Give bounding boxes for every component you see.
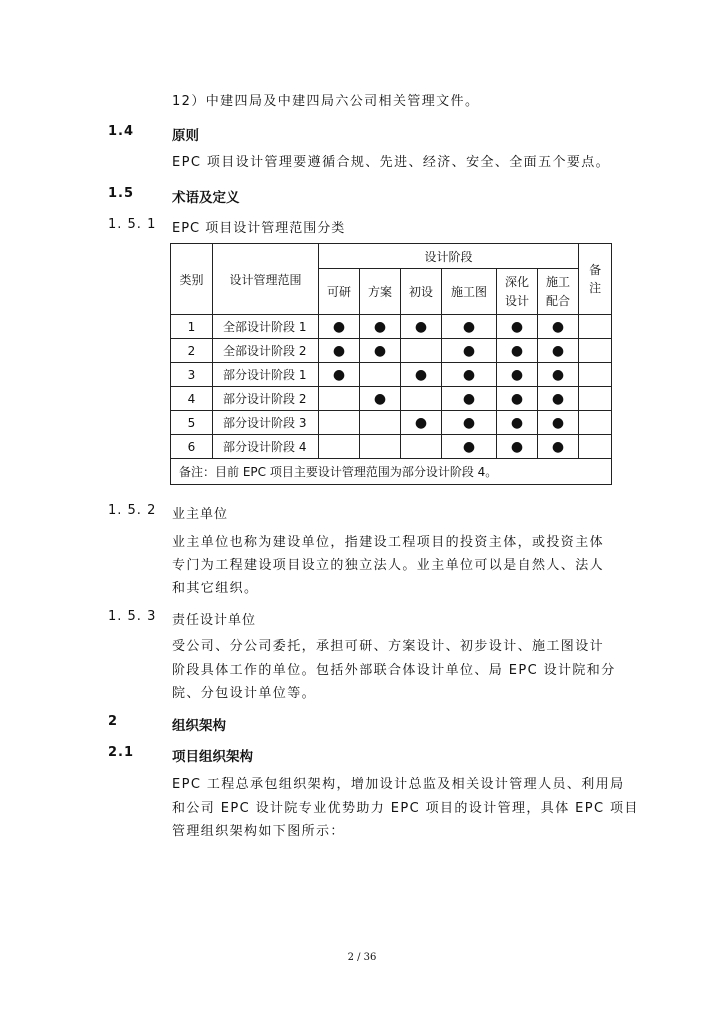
row-id: 2 (171, 339, 213, 363)
row-id: 3 (171, 363, 213, 387)
mark-cell: ● (401, 315, 442, 339)
stage-construction-drawing: 施工图 (442, 269, 497, 315)
section-2-1-title: 项目组织架构 (172, 749, 253, 765)
section-2-title: 组织架构 (172, 718, 226, 734)
note-cell (579, 363, 612, 387)
mark-cell (401, 387, 442, 411)
section-2-1-para-line-3: 管理组织架构如下图所示： (172, 824, 345, 839)
table-footnote: 备注：目前 EPC 项目主要设计管理范围为部分设计阶段 4。 (171, 459, 612, 485)
stage-preliminary: 初设 (401, 269, 442, 315)
table-row (171, 315, 612, 339)
mark-cell (319, 387, 360, 411)
note-cell (579, 435, 612, 459)
section-1-5-1-title: EPC 项目设计管理范围分类 (172, 221, 346, 236)
mark-cell: ● (538, 435, 579, 459)
mark-cell (360, 435, 401, 459)
section-1-5-3-para-line-3: 院、分包设计单位等。 (172, 686, 317, 701)
header-design-stage: 设计阶段 (319, 244, 579, 269)
section-2-1-para-line-1: EPC 工程总承包组织架构，增加设计总监及相关设计管理人员、利用局 (172, 777, 625, 792)
section-1-5-2-para-line-2: 专门为工程建设项目设立的独立法人。业主单位可以是自然人、法人 (172, 558, 605, 573)
note-cell (579, 315, 612, 339)
note-cell (579, 387, 612, 411)
section-1-5-2-number: 1. 5. 2 (108, 503, 157, 518)
mark-cell: ● (442, 435, 497, 459)
table-row (171, 363, 612, 387)
mark-cell: ● (360, 387, 401, 411)
section-1-5-title: 术语及定义 (172, 190, 240, 206)
stage-feasibility: 可研 (319, 269, 360, 315)
row-id: 5 (171, 411, 213, 435)
mark-cell: ● (360, 315, 401, 339)
mark-cell (319, 411, 360, 435)
mark-cell (401, 339, 442, 363)
mark-cell: ● (319, 339, 360, 363)
section-2-1-number: 2.1 (108, 745, 135, 760)
stage-construction-support: 施工配合 (538, 269, 579, 315)
mark-cell: ● (497, 411, 538, 435)
mark-cell: ● (497, 339, 538, 363)
mark-cell (319, 435, 360, 459)
row-scope: 全部设计阶段 2 (213, 339, 319, 363)
section-1-5-3-title: 责任设计单位 (172, 613, 257, 628)
section-1-4-text: EPC 项目设计管理要遵循合规、先进、经济、安全、全面五个要点。 (172, 155, 611, 170)
mark-cell: ● (538, 363, 579, 387)
reference-item-12: 12）中建四局及中建四局六公司相关管理文件。 (172, 94, 480, 109)
table-row (171, 339, 612, 363)
mark-cell: ● (497, 315, 538, 339)
header-category: 类别 (171, 244, 213, 315)
section-1-5-number: 1.5 (108, 186, 135, 201)
mark-cell: ● (319, 315, 360, 339)
design-scope-table (170, 243, 612, 485)
mark-cell: ● (538, 339, 579, 363)
section-1-5-3-para-line-1: 受公司、分公司委托，承担可研、方案设计、初步设计、施工图设计 (172, 639, 605, 654)
row-id: 1 (171, 315, 213, 339)
mark-cell (360, 411, 401, 435)
mark-cell: ● (538, 315, 579, 339)
mark-cell: ● (360, 339, 401, 363)
row-scope: 部分设计阶段 3 (213, 411, 319, 435)
section-1-5-1-number: 1. 5. 1 (108, 217, 157, 232)
mark-cell: ● (497, 363, 538, 387)
mark-cell: ● (401, 411, 442, 435)
table-row (171, 387, 612, 411)
row-scope: 部分设计阶段 2 (213, 387, 319, 411)
section-1-5-2-para-line-1: 业主单位也称为建设单位，指建设工程项目的投资主体，或投资主体 (172, 535, 605, 550)
section-1-4-number: 1.4 (108, 124, 135, 139)
mark-cell: ● (442, 339, 497, 363)
mark-cell: ● (442, 411, 497, 435)
section-1-5-2-title: 业主单位 (172, 507, 229, 522)
row-id: 4 (171, 387, 213, 411)
section-1-5-3-para-line-2: 阶段具体工作的单位。包括外部联合体设计单位、局 EPC 设计院和分 (172, 663, 616, 678)
header-note: 备注 (579, 244, 612, 315)
row-scope: 全部设计阶段 1 (213, 315, 319, 339)
mark-cell (401, 435, 442, 459)
section-1-5-3-number: 1. 5. 3 (108, 609, 157, 624)
section-1-5-2-para-line-3: 和其它组织。 (172, 581, 259, 596)
mark-cell: ● (442, 315, 497, 339)
mark-cell: ● (497, 435, 538, 459)
mark-cell: ● (442, 363, 497, 387)
mark-cell: ● (401, 363, 442, 387)
mark-cell: ● (442, 387, 497, 411)
stage-deepening-design: 深化设计 (497, 269, 538, 315)
note-cell (579, 411, 612, 435)
mark-cell: ● (538, 411, 579, 435)
stage-scheme: 方案 (360, 269, 401, 315)
section-2-1-para-line-2: 和公司 EPC 设计院专业优势助力 EPC 项目的设计管理，具体 EPC 项目 (172, 801, 639, 816)
header-scope: 设计管理范围 (213, 244, 319, 315)
section-2-number: 2 (108, 714, 119, 729)
row-id: 6 (171, 435, 213, 459)
note-cell (579, 339, 612, 363)
mark-cell (360, 363, 401, 387)
table-row (171, 435, 612, 459)
mark-cell: ● (497, 387, 538, 411)
page-number: 2 / 36 (347, 952, 377, 963)
row-scope: 部分设计阶段 1 (213, 363, 319, 387)
table-row (171, 411, 612, 435)
mark-cell: ● (319, 363, 360, 387)
row-scope: 部分设计阶段 4 (213, 435, 319, 459)
section-1-4-title: 原则 (172, 128, 199, 144)
mark-cell: ● (538, 387, 579, 411)
